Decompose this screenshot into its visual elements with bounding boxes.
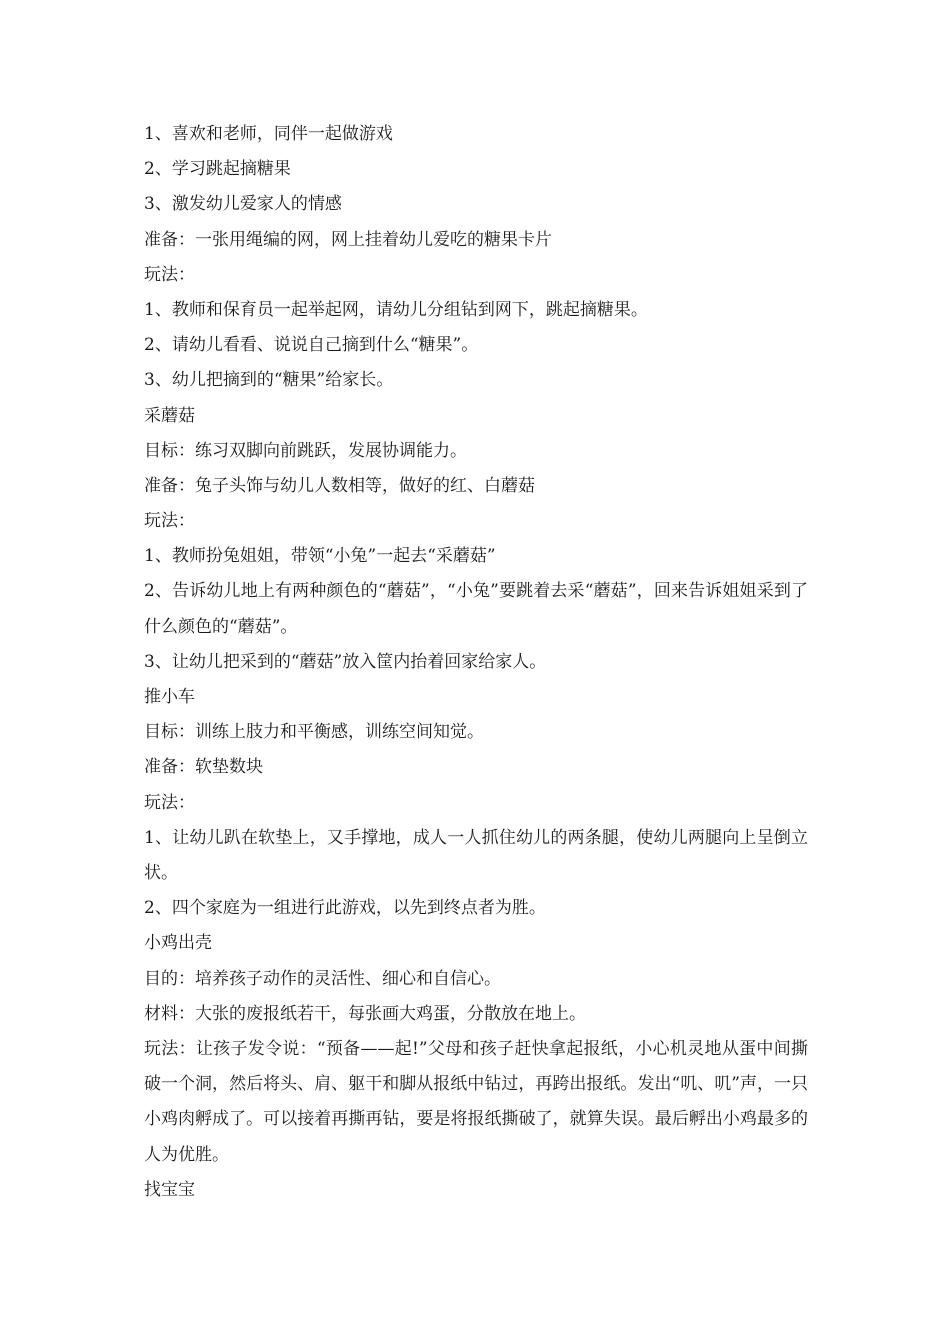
- cart-gameplay-heading: 玩法：: [144, 792, 195, 813]
- mushroom-preparation: 准备：兔子头饰与幼儿人数相等，做好的红、白蘑菇: [144, 475, 535, 496]
- cart-step-1: 1、让幼儿趴在软垫上，又手撑地，成人一人抓住幼儿的两条腿，使幼儿两腿向上呈倒立状。: [144, 827, 808, 883]
- gameplay-step-1: 1、教师和保育员一起举起网，请幼儿分组钻到网下，跳起摘糖果。: [144, 299, 648, 320]
- gameplay-heading: 玩法：: [144, 264, 195, 285]
- goal-line-2: 2、学习跳起摘糖果: [144, 159, 291, 180]
- goal-line-1: 1、喜欢和老师，同伴一起做游戏: [144, 124, 393, 144]
- game-title-chick: 小鸡出壳: [144, 933, 212, 954]
- game-title-mushroom: 采蘑菇: [144, 405, 195, 426]
- cart-preparation: 准备：软垫数块: [144, 757, 263, 778]
- mushroom-step-2: 2、告诉幼儿地上有两种颜色的“蘑菇”，“小兔”要跳着去采“蘑菇”，回来告诉姐姐采到了什么颜色的“蘑菇”。: [144, 581, 808, 637]
- game-title-find-baby: 找宝宝: [144, 1179, 195, 1200]
- chick-purpose: 目的：培养孩子动作的灵活性、细心和自信心。: [144, 968, 501, 989]
- gameplay-step-2: 2、请幼儿看看、说说自己摘到什么“糖果”。: [144, 335, 479, 356]
- mushroom-gameplay-heading: 玩法：: [144, 511, 195, 532]
- preparation-line: 准备：一张用绳编的网，网上挂着幼儿爱吃的糖果卡片: [144, 229, 552, 250]
- chick-gameplay: 玩法：让孩子发令说：“预备——起!”父母和孩子赶快拿起报纸，小心机灵地从蛋中间撕破一个洞，然后将头、肩、躯干和脚从报纸中钻过，再跨出报纸。发出“叽、叽”声，一只小鸡肉孵成了。可以接着再撕再钻，要是将报纸撕破了，就算失误。最后孵出小鸡最多的人为优胜。: [144, 1038, 808, 1165]
- mushroom-step-1: 1、教师扮兔姐姐，带领“小兔”一起去“采蘑菇”: [144, 546, 496, 567]
- gameplay-step-3: 3、幼儿把摘到的“糖果”给家长。: [144, 370, 394, 391]
- game-title-cart: 推小车: [144, 687, 195, 708]
- mushroom-step-3: 3、让幼儿把采到的“蘑菇”放入筐内抬着回家给家人。: [144, 651, 547, 672]
- cart-step-2: 2、四个家庭为一组进行此游戏，以先到终点者为胜。: [144, 898, 546, 919]
- mushroom-goal: 目标：练习双脚向前跳跃，发展协调能力。: [144, 440, 467, 461]
- document-body: [144, 117, 808, 1208]
- goal-line-3: 3、激发幼儿爱家人的情感: [144, 194, 342, 215]
- chick-materials: 材料：大张的废报纸若干，每张画大鸡蛋，分散放在地上。: [144, 1003, 586, 1024]
- cart-goal: 目标：训练上肢力和平衡感，训练空间知觉。: [144, 722, 484, 743]
